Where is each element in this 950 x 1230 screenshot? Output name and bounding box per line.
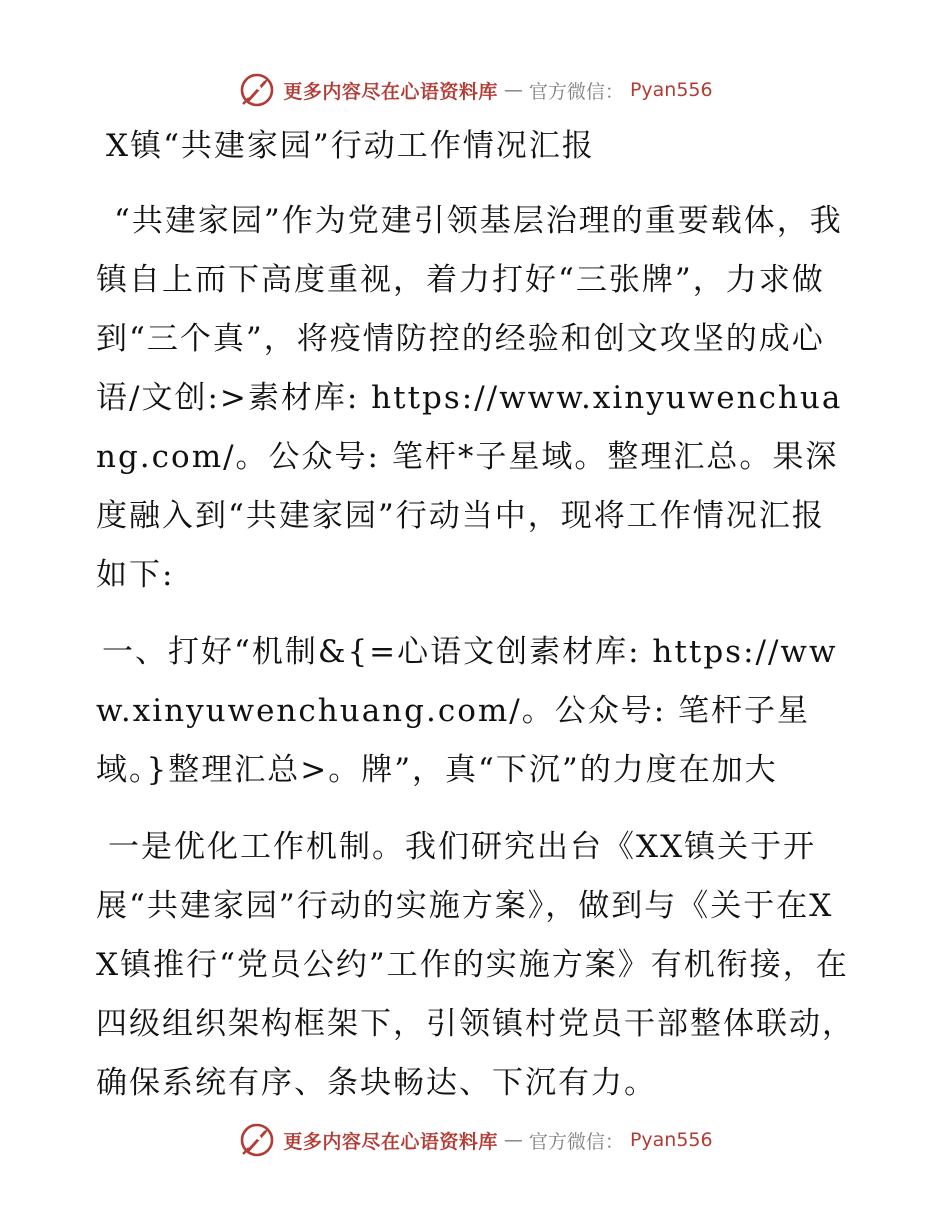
paragraph-intro: “共建家园”作为党建引领基层治理的重要载体，我镇自上而下高度重视，着力打好“三张牌”，力求做到“三个真”，将疫情防控的经验和创文攻坚的成心语/文创:>素材库: https://www.xinyuwenchuang.com/。公众号: 笔杆*子星域。整理汇总。果深度融入到“共建家园”行动当中，现将工作情况汇报如下: <box>96 203 843 593</box>
watermark-wechat-id: Pyan556 <box>629 1129 713 1151</box>
quill-pen-icon <box>237 1120 277 1160</box>
document-body <box>96 118 856 1113</box>
document-title: X镇“共建家园”行动工作情况汇报 <box>106 128 595 164</box>
watermark-wechat-id: Pyan556 <box>629 79 713 101</box>
watermark-wechat-label: 官方微信： <box>528 1130 624 1153</box>
paragraph-mechanism: 一是优化工作机制。我们研究出台《XX镇关于开展“共建家园”行动的实施方案》，做到与《关于在XX镇推行“党员公约”工作的实施方案》有机衔接，在四级组织架构框架下，引领镇村党员干部整体联动，确保系统有序、条块畅达、下沉有力。 <box>96 829 855 1101</box>
watermark-site-text: 更多内容尽在心语资料库 <box>283 1130 498 1153</box>
quill-pen-icon <box>237 70 277 110</box>
watermark-banner-bottom <box>0 1118 950 1162</box>
watermark-separator: — <box>503 1129 523 1151</box>
watermark-separator: — <box>503 79 523 101</box>
paragraph-section-one-heading: 一、打好“机制&{=心语文创素材库: https://www.xinyuwenchuang.com/。公众号: 笔杆子星域。}整理汇总>。牌”，真“下沉”的力度在加大 <box>96 634 838 788</box>
watermark-banner-top <box>0 68 950 112</box>
watermark-site-text: 更多内容尽在心语资料库 <box>283 80 498 103</box>
watermark-wechat-label: 官方微信： <box>528 80 624 103</box>
